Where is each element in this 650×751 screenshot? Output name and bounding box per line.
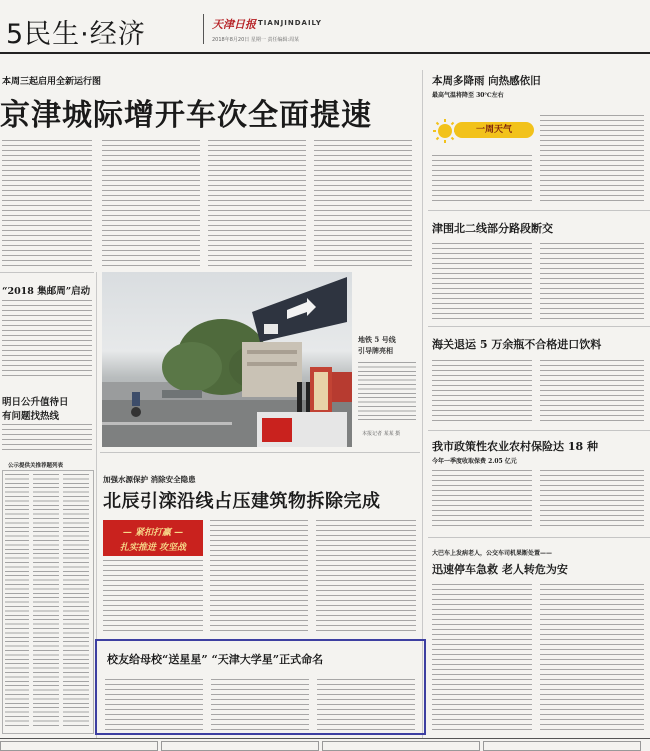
metro-photo [102, 272, 352, 447]
footer-ad-3 [322, 741, 480, 751]
masthead-divider [203, 14, 204, 44]
right-divider-4 [428, 537, 650, 538]
weather-badge [432, 118, 540, 144]
col-divider [422, 70, 423, 738]
boxed-text-col-3 [317, 679, 415, 731]
photo-caption-text [358, 362, 416, 422]
boxed-text-col-2 [211, 679, 309, 731]
photo-scene [102, 272, 352, 447]
banner-line-1: — 紧扣打赢 — [122, 528, 184, 538]
right-text-1a [432, 155, 532, 203]
boxed-headline: 校友给母校“送星星” “天津大学星”正式命名 [107, 653, 324, 666]
lead-text-col-2 [102, 140, 200, 268]
banner-line-2: 扎实推进 攻坚战 [119, 543, 187, 553]
middle-headline: 北辰引滦沿线占压建筑物拆除完成 [103, 491, 381, 512]
right-kicker-5: 大巴车上发病老人，公交车司机果断处置—— [432, 550, 553, 557]
right-subhead-1: 最高气温将降至 30℃左右 [432, 92, 504, 99]
right-headline-2: 津围北二线部分路段断交 [432, 222, 553, 235]
left-sub-headline-2a: 明日公升值待日 [2, 397, 69, 408]
right-divider-1 [428, 210, 650, 211]
left-sub-headline-2b: 有问题找热线 [2, 411, 60, 422]
right-text-4b [540, 470, 644, 530]
left-table-title: 公示提供关推荐题列表 [8, 463, 64, 469]
right-headline-1: 本周多降雨 向热感依旧 [432, 75, 541, 87]
lead-text-col-1 [2, 140, 92, 268]
left-sub-headline-1: “2018 集邮周”启动 [2, 286, 91, 297]
section-title: 5民生·经济 [6, 19, 146, 50]
footer-ad-1 [0, 741, 158, 751]
boxed-text-col-1 [105, 679, 203, 731]
right-headline-5: 迅速停车急救 老人转危为安 [432, 563, 568, 576]
lead-text-col-4 [314, 140, 412, 268]
right-text-2b [540, 243, 644, 319]
photo-credit: 本报记者 某某 摄 [362, 431, 401, 437]
photo-caption-2: 引导牌亮相 [358, 346, 393, 355]
right-text-2a [432, 243, 532, 319]
right-text-5b [540, 584, 644, 734]
right-text-1b [540, 115, 644, 203]
date-line: 2018年8月20日 星期一 责任编辑:周某 [212, 37, 300, 43]
left-table [2, 470, 94, 734]
right-headline-3: 海关退运 5 万余瓶不合格进口饮料 [432, 338, 602, 351]
middle-divider [100, 452, 420, 453]
right-text-3b [540, 360, 644, 424]
paper-logo-en: TIANJINDAILY [258, 19, 322, 27]
right-subhead-4: 今年一季度收取保费 2.05 亿元 [432, 458, 517, 465]
middle-text-col-2 [210, 520, 308, 632]
weather-label: 一周天气 [454, 122, 534, 138]
paper-logo: 天津日报 [212, 18, 256, 31]
left-divider [0, 272, 94, 273]
left-sub-text-2 [2, 424, 92, 454]
middle-text-col-1a [103, 560, 203, 632]
footer-ad-4 [483, 741, 641, 751]
lead-text-col-3 [208, 140, 306, 268]
right-text-5a [432, 584, 532, 734]
masthead-rule [0, 52, 650, 54]
footer-ad-2 [161, 741, 319, 751]
lead-kicker: 本周三起启用全新运行图 [2, 77, 102, 87]
right-text-3a [432, 360, 532, 424]
right-divider-3 [428, 430, 650, 431]
footer-rule [0, 738, 650, 739]
left-sub-text-1 [2, 300, 92, 380]
right-divider-2 [428, 326, 650, 327]
right-headline-4: 我市政策性农业农村保险达 18 种 [432, 440, 598, 453]
campaign-banner [103, 520, 203, 556]
photo-caption-1: 地铁 5 号线 [358, 335, 396, 344]
right-text-4a [432, 470, 532, 530]
boxed-story [95, 639, 426, 735]
middle-kicker: 加强水源保护 消除安全隐患 [103, 475, 196, 484]
middle-text-col-3 [316, 520, 416, 632]
lead-headline: 京津城际增开车次全面提速 [0, 98, 372, 133]
masthead [0, 0, 650, 52]
